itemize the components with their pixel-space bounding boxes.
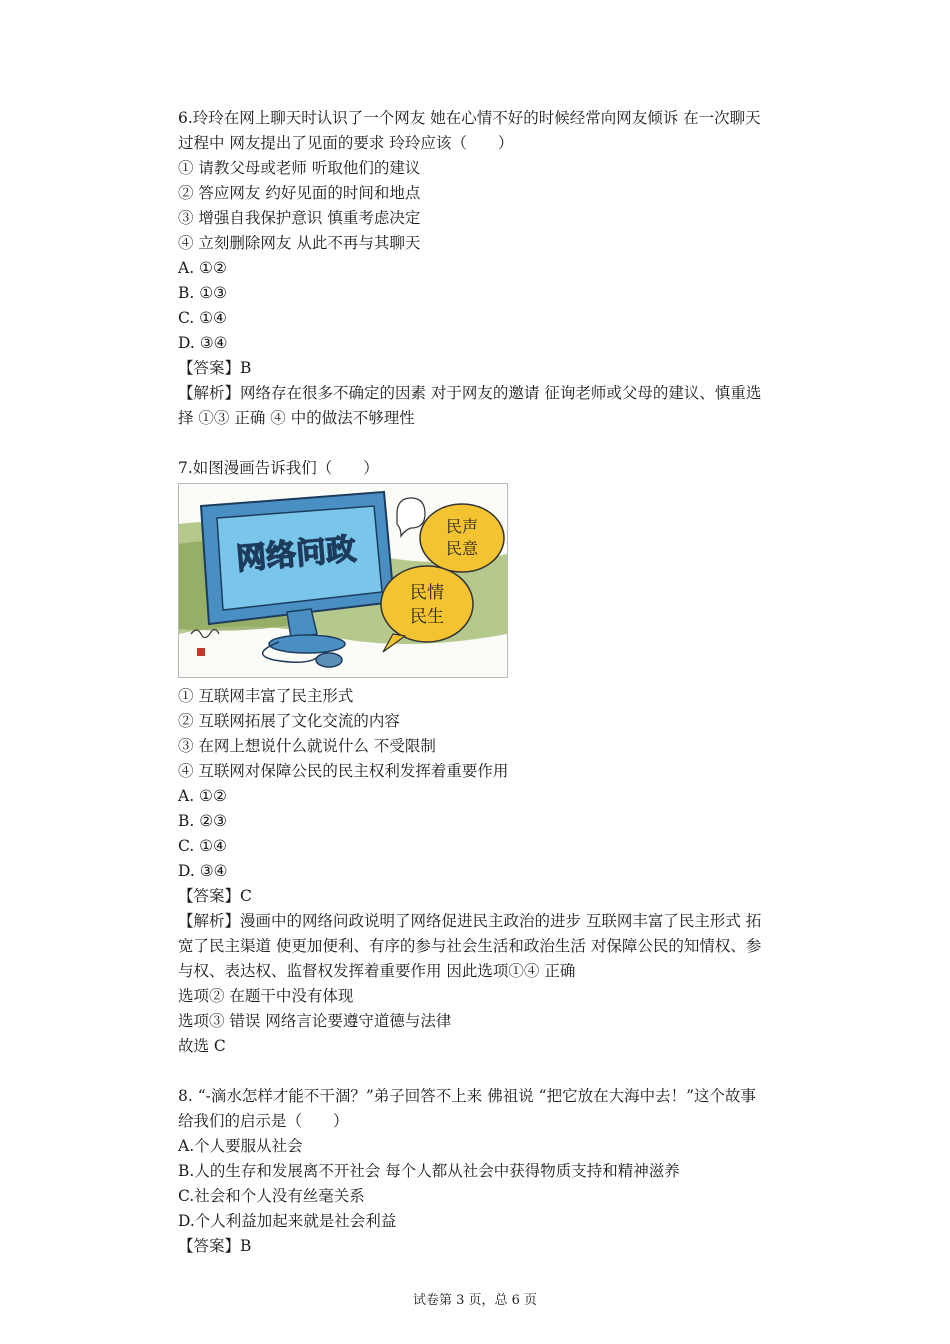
q7-note-2: 选项③ 错误 网络言论要遵守道德与法律 [178, 1012, 452, 1030]
q6-option-b: B. ①③ [178, 284, 228, 302]
q6-item-1: ① 请教父母或老师 听取他们的建议 [178, 159, 421, 177]
bubble1-line2: 民意 [445, 539, 479, 558]
q8-option-d: D.个人利益加起来就是社会利益 [178, 1212, 397, 1230]
q6-stem-line-2: 过程中 网友提出了见面的要求 玲玲应该（ ） [178, 134, 514, 152]
q8-answer: 【答案】B [178, 1237, 252, 1255]
q6-option-d: D. ③④ [178, 334, 228, 352]
speech-bubble-1 [420, 504, 504, 572]
cartoon-illustration [179, 484, 507, 677]
q7-analysis-line-1: 【解析】漫画中的网络问政说明了网络促进民主政治的进步 互联网丰富了民主形式 拓 [178, 912, 762, 930]
q6-analysis-line-1: 【解析】网络存在很多不确定的因素 对于网友的邀请 征询老师或父母的建议、慎重选 [178, 384, 762, 402]
q8-stem-line-2: 给我们的启示是（ ） [178, 1112, 349, 1130]
bubble2-line1: 民情 [410, 583, 444, 603]
page-content [178, 106, 818, 1259]
q7-conclusion: 故选 C [178, 1037, 226, 1055]
q7-option-d: D. ③④ [178, 862, 228, 880]
q6-item-3: ③ 增强自我保护意识 慎重考虑决定 [178, 209, 421, 227]
q7-option-c: C. ①④ [178, 837, 227, 855]
q6-item-2: ② 答应网友 约好见面的时间和地点 [178, 184, 421, 202]
page-footer: 试卷第 3 页，总 6 页 [412, 1293, 538, 1308]
q7-option-b: B. ②③ [178, 812, 228, 830]
q6-option-a: A. ①② [178, 259, 227, 277]
seal-stamp [197, 648, 205, 656]
q7-item-3: ③ 在网上想说什么就说什么 不受限制 [178, 737, 436, 755]
q7-analysis-line-2: 宽了民主渠道 使更加便利、有序的参与社会生活和政治生活 对保障公民的知情权、参 [178, 937, 762, 955]
q6-option-c: C. ①④ [178, 309, 227, 327]
q8-stem-line-1: 8. “-滴水怎样才能不干涸？”弟子回答不上来 佛祖说 “把它放在大海中去！”这个故事 [178, 1087, 757, 1105]
q6-stem-line-1: 6.玲玲在网上聊天时认识了一个网友 她在心情不好的时候经常向网友倾诉 在一次聊天 [178, 109, 761, 127]
q7-option-a: A. ①② [178, 787, 227, 805]
q7-item-4: ④ 互联网对保障公民的民主权利发挥着重要作用 [178, 762, 509, 780]
q7-answer: 【答案】C [178, 887, 252, 905]
q7-stem: 7.如图漫画告诉我们（ ） [178, 459, 379, 477]
bubble1-line1: 民声 [445, 517, 479, 536]
q7-item-1: ① 互联网丰富了民主形式 [178, 687, 354, 705]
q6-analysis-line-2: 择 ①③ 正确 ④ 中的做法不够理性 [178, 409, 415, 427]
bubble2-line2: 民生 [410, 607, 444, 627]
q8-option-a: A.个人要服从社会 [178, 1137, 303, 1155]
q7-note-1: 选项② 在题干中没有体现 [178, 987, 354, 1005]
screen-text: 网络问政 [234, 531, 358, 578]
q7-analysis-line-3: 与权、表达权、监督权发挥着重要作用 因此选项①④ 正确 [178, 962, 576, 980]
q7-cartoon-image [178, 483, 508, 678]
q6-answer: 【答案】B [178, 359, 252, 377]
q8-option-b: B.人的生存和发展离不开社会 每个人都从社会中获得物质支持和精神滋养 [178, 1162, 680, 1180]
q6-item-4: ④ 立刻删除网友 从此不再与其聊天 [178, 234, 421, 252]
q7-item-2: ② 互联网拓展了文化交流的内容 [178, 712, 400, 730]
q8-option-c: C.社会和个人没有丝毫关系 [178, 1187, 365, 1205]
